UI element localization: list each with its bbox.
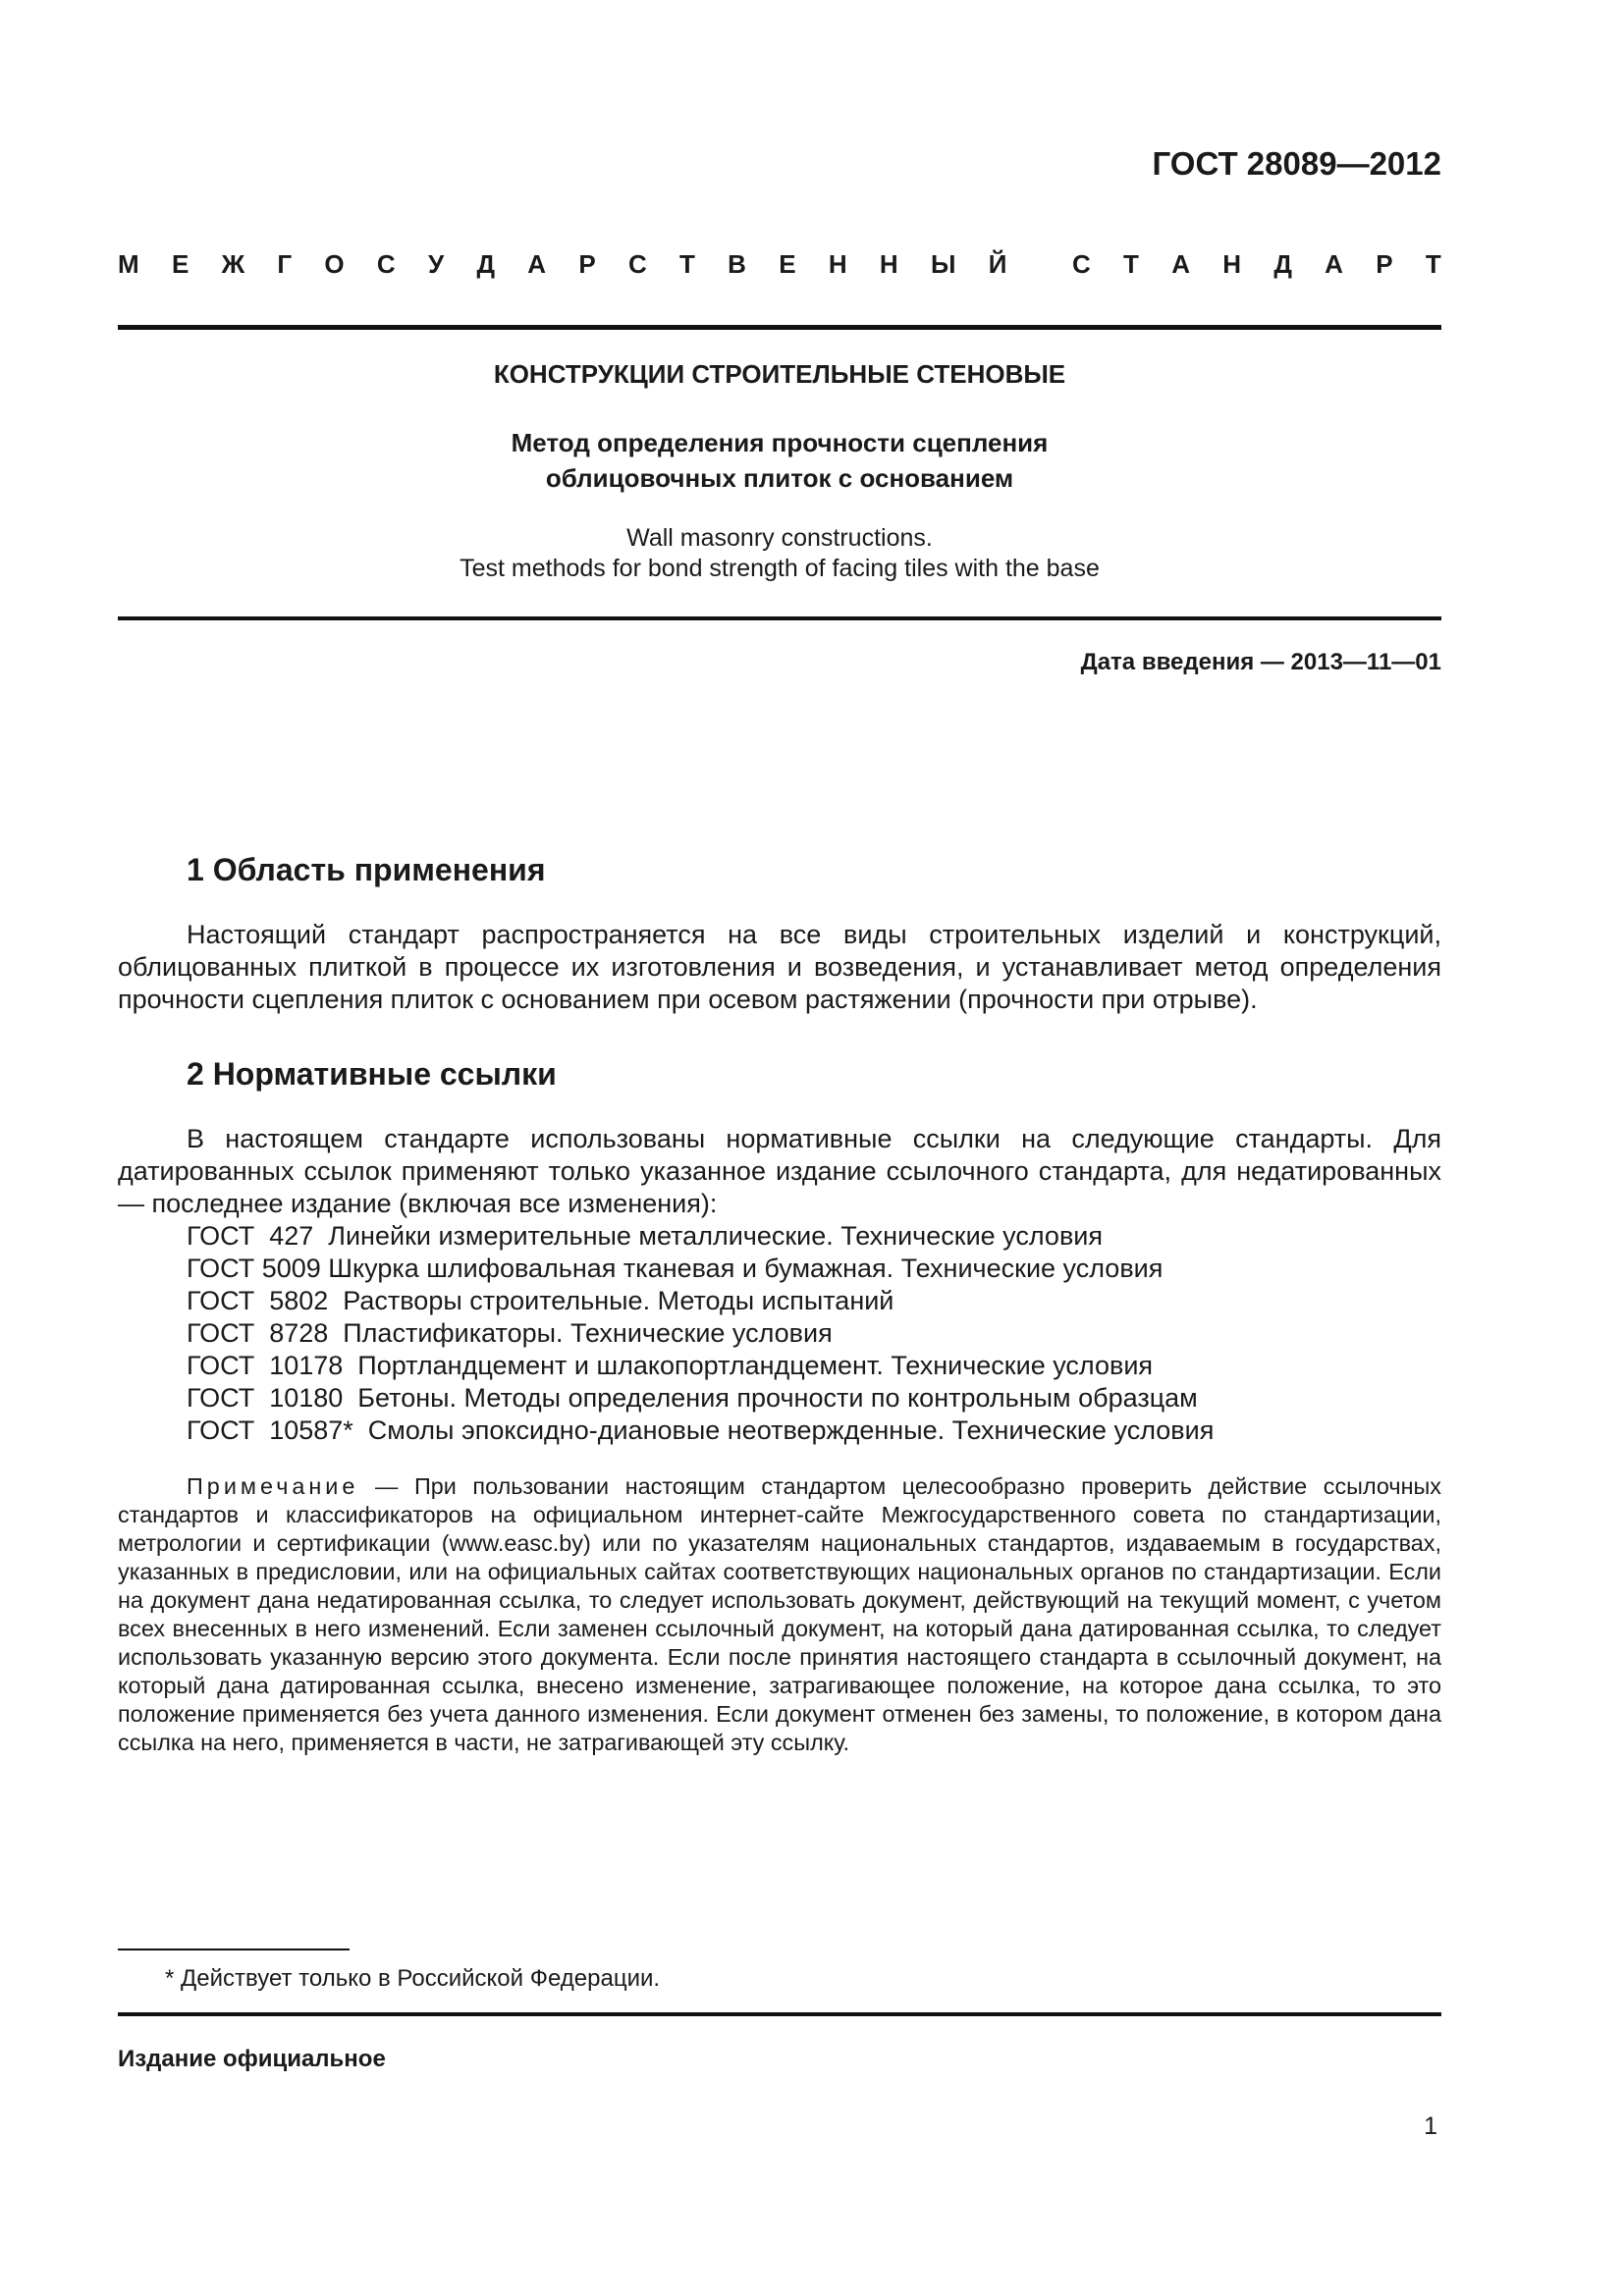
interstate-letter: Н [1222,249,1242,279]
interstate-letter: Й [988,249,1007,279]
section2-paragraph: В настоящем стандарте использованы нормативные ссылки на следующие стандарты. Для датированных ссылок применяют только указанное издание ссылочного стандарта, для недатированных — последнее издание (включая все изменения): [118,1124,1441,1218]
interstate-letter: Е [171,249,189,279]
interstate-letter: Д [1273,249,1292,279]
title-subtitle-line2: облицовочных плиток с основанием [545,463,1014,493]
title-subtitle-line1: Метод определения прочности сцепления [511,428,1049,457]
title-bottom-rule [118,616,1441,620]
introduction-date: Дата введения — 2013—11—01 [1080,649,1441,675]
official-edition-label: Издание официальное [118,2046,386,2072]
note-label: Примечание [187,1473,359,1499]
interstate-letter: У [427,249,445,279]
interstate-letter: О [324,249,345,279]
interstate-letter: Ж [221,249,245,279]
interstate-letter: С [627,249,647,279]
interstate-letter: Ы [930,249,956,279]
reference-item: ГОСТ 10587* Смолы эпоксидно-диановые неотвержденные. Технические условия [187,1415,1215,1445]
reference-item: ГОСТ 5802 Растворы строительные. Методы испытаний [187,1286,894,1315]
interstate-letter: Р [1376,249,1393,279]
interstate-letter: А [1325,249,1343,279]
section1-heading: 1 Область применения [187,852,546,887]
interstate-letter: Р [578,249,596,279]
title-subtitle [118,425,1441,496]
top-rule [118,325,1441,330]
interstate-letter: М [118,249,139,279]
section2-heading: 2 Нормативные ссылки [187,1056,557,1092]
section1-paragraph: Настоящий стандарт распространяется на все виды строительных изделий и конструкций, облицованных плиткой в процессе их изготовления и возведения, и устанавливает метод определения прочности сцепления плиток с основанием при осевом растяжении (прочности при отрыве). [118,920,1441,1014]
footnote-separator [118,1949,350,1950]
interstate-letter: С [376,249,396,279]
note-text: — При пользовании настоящим стандартом целесообразно проверить действие ссылочных стандартов и классификаторов на официальном интернет-сайте Межгосударственного совета по стандартизации, метрологии и сертификации (www.easc.by) или по указателям национальных стандартов, издаваемым в государствах, указанных в предисловии, или на официальных сайтах соответствующих национальных органов по стандартизации. Если на документ дана недатированная ссылка, то следует использовать документ, действующий на текущий момент, с учетом всех внесенных в него изменений. Если заменен ссылочный документ, на который дана датированная ссылка, то следует использовать указанную версию этого документа. Если после принятия настоящего стандарта в ссылочный документ, на который дана датированная ссылка, внесено изменение, затрагивающее положение, на которое дана ссылка, то это положение применяется без учета данного изменения. Если документ отменен без замены, то положение, в котором дана ссылка на него, применяется в части, не затрагивающей эту ссылку. [118,1473,1441,1755]
interstate-letter: Г [277,249,293,279]
reference-item: ГОСТ 427 Линейки измерительные металлические. Технические условия [187,1221,1103,1251]
interstate-letter: Д [476,249,495,279]
interstate-letter: Т [1123,249,1139,279]
interstate-letter: В [728,249,746,279]
footnote: * Действует только в Российской Федерации. [165,1965,661,1992]
interstate-standard-banner [118,249,1441,280]
title-english-line2: Test methods for bond strength of facing tiles with the base [460,555,1100,582]
title-english [118,523,1441,584]
reference-item: ГОСТ 8728 Пластификаторы. Технические условия [187,1318,833,1348]
title-english-line1: Wall masonry constructions. [626,524,933,552]
interstate-letter: Т [1425,249,1441,279]
bottom-rule [118,2012,1441,2016]
page-number: 1 [1424,2112,1437,2140]
interstate-letter: Е [779,249,796,279]
interstate-letter: Т [679,249,695,279]
interstate-letter: Н [879,249,898,279]
title-main: КОНСТРУКЦИИ СТРОИТЕЛЬНЫЕ СТЕНОВЫЕ [493,359,1066,389]
document-code: ГОСТ 28089—2012 [1152,145,1441,182]
interstate-letter: А [527,249,547,279]
reference-item: ГОСТ 5009 Шкурка шлифовальная тканевая и бумажная. Технические условия [187,1254,1164,1283]
interstate-letter: А [1171,249,1190,279]
reference-item: ГОСТ 10178 Портландцемент и шлакопортландцемент. Технические условия [187,1351,1154,1380]
interstate-letter: Н [828,249,847,279]
note-paragraph [118,1472,1441,1757]
reference-item: ГОСТ 10180 Бетоны. Методы определения прочности по контрольным образцам [187,1383,1198,1413]
interstate-letter: С [1071,249,1091,279]
